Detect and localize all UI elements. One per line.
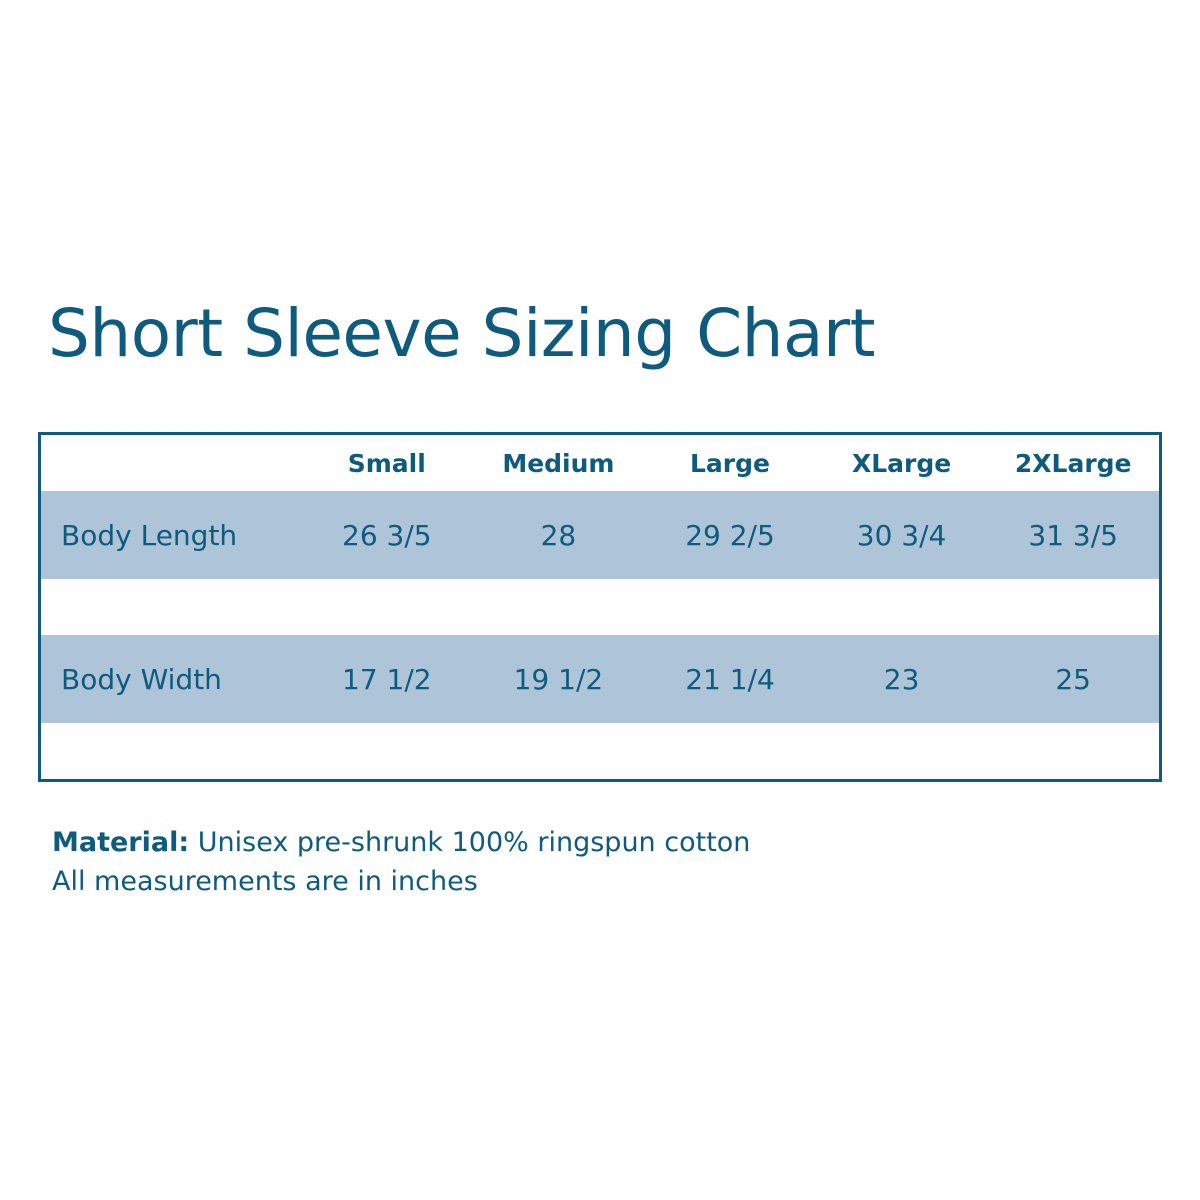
- table-body: [41, 491, 1159, 779]
- table-spacer-row: [41, 723, 1159, 779]
- table-header-row: [41, 435, 1159, 491]
- row-label-body-width: Body Width: [61, 662, 222, 696]
- body-length-medium: 28: [540, 518, 577, 552]
- footer-notes: [52, 823, 750, 901]
- header-2xlarge: 2XLarge: [1014, 448, 1132, 478]
- table-spacer-cell: [41, 579, 1159, 635]
- table-spacer-row: [41, 579, 1159, 635]
- header-small: Small: [347, 448, 426, 478]
- header-xlarge: XLarge: [851, 448, 952, 478]
- body-width-large: 21 1/4: [685, 662, 775, 696]
- material-value: Unisex pre-shrunk 100% ringspun cotton: [197, 827, 751, 858]
- body-width-xlarge: 23: [883, 662, 920, 696]
- body-length-2xlarge: 31 3/5: [1028, 518, 1118, 552]
- table-header: [41, 435, 1159, 491]
- body-length-small: 26 3/5: [342, 518, 432, 552]
- header-blank: [41, 435, 301, 491]
- header-large: Large: [689, 448, 770, 478]
- measurement-note: All measurements are in inches: [52, 866, 478, 898]
- body-length-xlarge: 30 3/4: [856, 518, 947, 552]
- sizing-table-container: [38, 432, 1162, 782]
- body-width-small: 17 1/2: [342, 662, 432, 696]
- body-length-large: 29 2/5: [685, 518, 775, 552]
- table-row: [41, 491, 1159, 579]
- material-label: Material:: [52, 827, 190, 858]
- row-label-body-length: Body Length: [61, 518, 238, 552]
- body-width-medium: 19 1/2: [513, 662, 604, 696]
- table-row: [41, 635, 1159, 723]
- sizing-table: [41, 435, 1159, 779]
- table-spacer-cell: [41, 723, 1159, 779]
- header-medium: Medium: [502, 448, 615, 478]
- body-width-2xlarge: 25: [1055, 662, 1091, 696]
- page-title: Short Sleeve Sizing Chart: [48, 295, 875, 372]
